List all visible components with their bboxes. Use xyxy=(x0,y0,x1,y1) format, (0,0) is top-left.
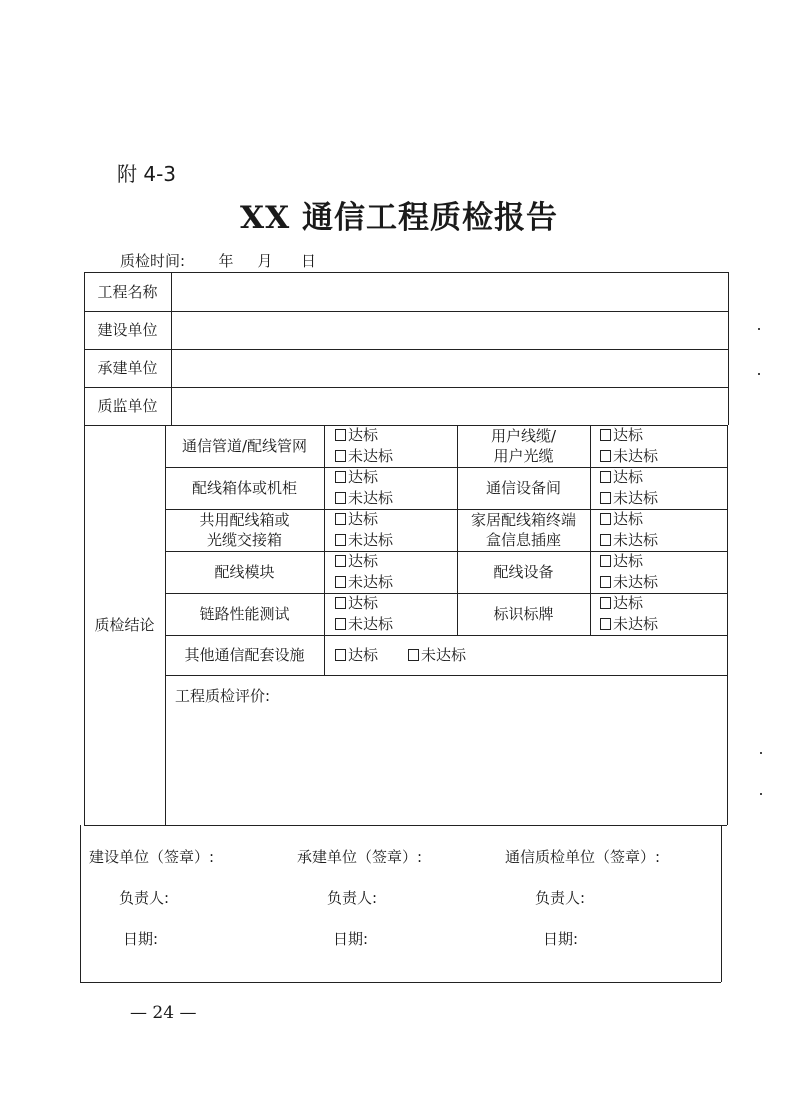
scan-speck xyxy=(760,793,762,795)
checkbox[interactable] xyxy=(600,618,611,630)
fail-option[interactable]: 未达标 xyxy=(600,530,658,551)
evaluation-label: 工程质检评价: xyxy=(175,687,271,705)
date-label: 质检时间: xyxy=(120,252,186,270)
checkbox[interactable] xyxy=(600,555,611,567)
checkbox[interactable] xyxy=(335,597,346,609)
conclusion-label: 质检结论 xyxy=(94,616,155,634)
checkbox[interactable] xyxy=(335,576,346,588)
pass-option[interactable]: 达标 xyxy=(600,425,643,446)
checkbox[interactable] xyxy=(335,450,346,462)
checkbox[interactable] xyxy=(600,450,611,462)
pass-option[interactable]: 达标 xyxy=(600,509,643,530)
report-title: XX 通信工程质检报告 xyxy=(240,200,558,236)
item-label: 通信设备间 xyxy=(485,479,561,497)
item-label: 配线箱体或机柜 xyxy=(191,479,297,497)
item-label: 配线模块 xyxy=(214,563,275,581)
supervision-unit-value[interactable] xyxy=(171,387,728,425)
fail-option[interactable]: 未达标 xyxy=(600,488,658,509)
scan-speck xyxy=(760,752,762,754)
contractor-unit-value[interactable] xyxy=(171,349,728,387)
inspection-date-line xyxy=(120,250,316,271)
fail-option[interactable]: 未达标 xyxy=(335,614,393,635)
fail-option[interactable]: 未达标 xyxy=(335,488,393,509)
checkbox[interactable] xyxy=(335,534,346,546)
project-name-label: 工程名称 xyxy=(97,282,158,301)
fail-option[interactable]: 未达标 xyxy=(600,572,658,593)
fail-option[interactable]: 未达标 xyxy=(335,572,393,593)
item-label: 链路性能测试 xyxy=(199,605,290,623)
pass-option[interactable]: 达标 xyxy=(335,645,378,666)
day-label: 日 xyxy=(300,252,316,270)
year-label: 年 xyxy=(218,252,234,270)
checkbox[interactable] xyxy=(408,649,419,661)
project-name-value[interactable] xyxy=(171,272,728,311)
item-label: 标识标牌 xyxy=(493,605,554,623)
fail-option[interactable]: 未达标 xyxy=(335,530,393,551)
checkbox[interactable] xyxy=(600,513,611,525)
attachment-label: 附 4-3 xyxy=(117,162,177,186)
checkbox[interactable] xyxy=(600,492,611,504)
construction-unit-seal: 建设单位（签章）: xyxy=(89,848,215,866)
checkbox[interactable] xyxy=(600,429,611,441)
checkbox[interactable] xyxy=(600,576,611,588)
sign-date-label: 日期: xyxy=(333,930,369,948)
checkbox[interactable] xyxy=(335,513,346,525)
fail-option[interactable]: 未达标 xyxy=(335,446,393,467)
pass-option[interactable]: 达标 xyxy=(335,593,378,614)
pass-option[interactable]: 达标 xyxy=(600,593,643,614)
fail-option[interactable]: 未达标 xyxy=(600,446,658,467)
item-label: 通信管道/配线管网 xyxy=(181,437,308,455)
checkbox[interactable] xyxy=(600,471,611,483)
person-in-charge-label: 负责人: xyxy=(535,889,586,907)
construction-unit-label: 建设单位 xyxy=(97,321,158,339)
pass-option[interactable]: 达标 xyxy=(335,509,378,530)
inspection-unit-seal: 通信质检单位（签章）: xyxy=(505,848,661,866)
checkbox[interactable] xyxy=(335,471,346,483)
pass-option[interactable]: 达标 xyxy=(335,467,378,488)
pass-option[interactable]: 达标 xyxy=(335,425,378,446)
fail-option[interactable]: 未达标 xyxy=(408,645,466,666)
sign-date-label: 日期: xyxy=(123,930,159,948)
item-label: 共用配线箱或 光缆交接箱 xyxy=(199,511,290,549)
pass-option[interactable]: 达标 xyxy=(600,551,643,572)
checkbox[interactable] xyxy=(335,492,346,504)
sign-date-label: 日期: xyxy=(543,930,579,948)
supervision-unit-label: 质监单位 xyxy=(97,397,158,415)
scan-speck xyxy=(758,328,760,330)
other-facilities-label: 其他通信配套设施 xyxy=(184,646,305,664)
checkbox[interactable] xyxy=(335,618,346,630)
contractor-unit-label: 承建单位 xyxy=(97,359,158,377)
checkbox[interactable] xyxy=(335,429,346,441)
fail-option[interactable]: 未达标 xyxy=(600,614,658,635)
pass-option[interactable]: 达标 xyxy=(600,467,643,488)
pass-option[interactable]: 达标 xyxy=(335,551,378,572)
checkbox[interactable] xyxy=(335,649,346,661)
item-label: 家居配线箱终端 盒信息插座 xyxy=(470,511,576,549)
checkbox[interactable] xyxy=(600,597,611,609)
page-number: — 24 — xyxy=(130,1003,197,1023)
item-label: 配线设备 xyxy=(493,563,554,581)
contractor-unit-seal: 承建单位（签章）: xyxy=(297,848,423,866)
person-in-charge-label: 负责人: xyxy=(327,889,378,907)
scan-speck xyxy=(758,373,760,375)
month-label: 月 xyxy=(257,252,273,270)
item-label: 用户线缆/ 用户光缆 xyxy=(490,427,557,465)
person-in-charge-label: 负责人: xyxy=(119,889,170,907)
construction-unit-value[interactable] xyxy=(171,311,728,349)
checkbox[interactable] xyxy=(335,555,346,567)
checkbox[interactable] xyxy=(600,534,611,546)
